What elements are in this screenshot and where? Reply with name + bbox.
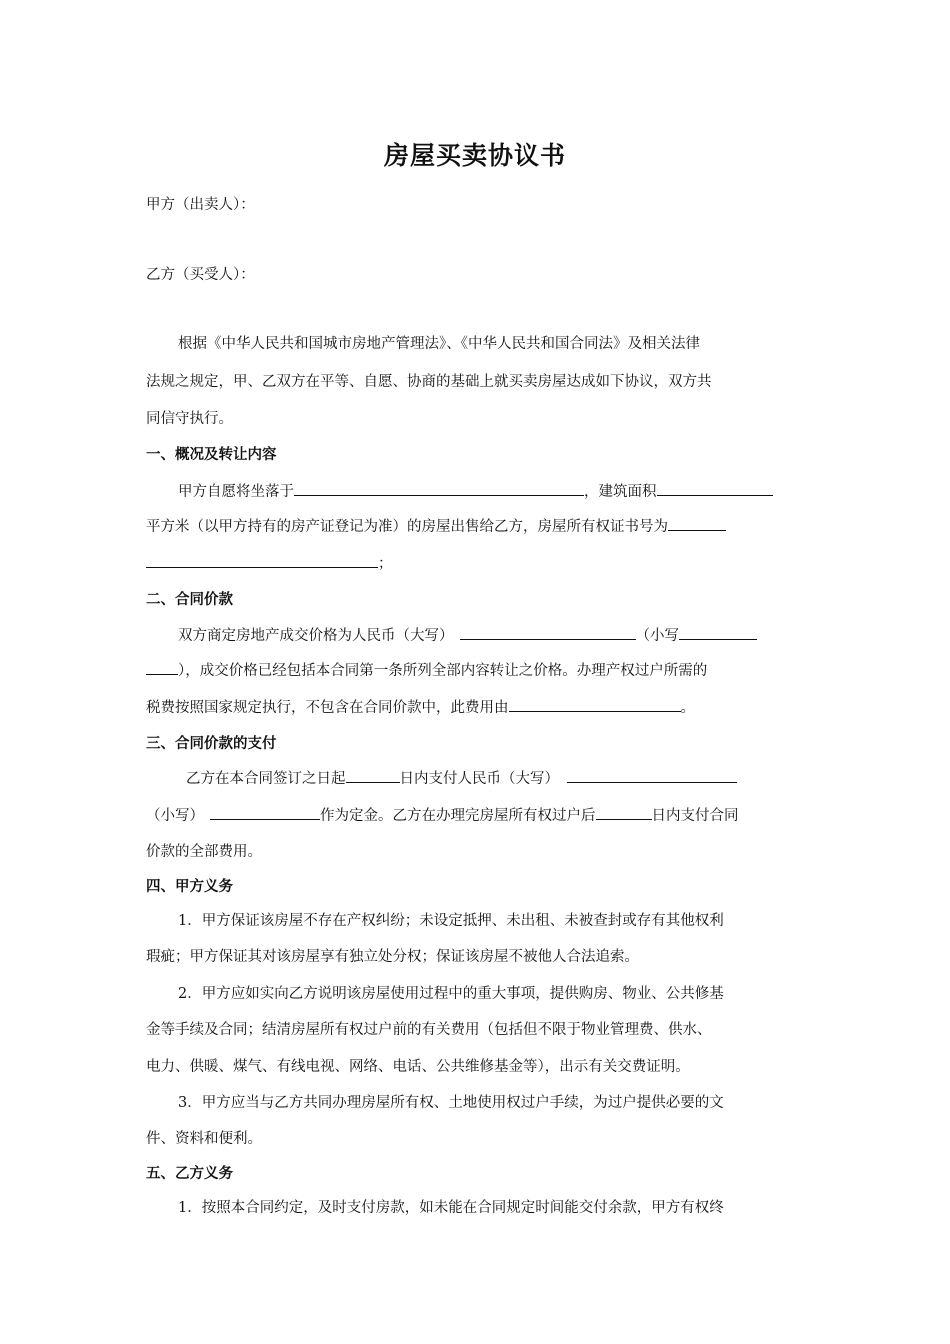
section-1-heading: 一、概况及转让内容 (146, 447, 277, 463)
intro-line-2: 法规之规定，甲、乙双方在平等、自愿、协商的基础上就买卖房屋达成如下协议，双方共 (146, 374, 712, 390)
s4-p2-line-3: 电力、供暖、煤气、有线电视、网络、电话、公共维修基金等），出示有关交费证明。 (146, 1059, 690, 1075)
section-1-line-1 (178, 480, 773, 502)
s4-p3-line-1: 3．甲方应当与乙方共同办理房屋所有权、土地使用权过户手续，为过户提供必要的文 (178, 1095, 724, 1111)
section-4-heading: 四、甲方义务 (146, 879, 233, 895)
s4-p3-line-2: 件、资料和便利。 (146, 1131, 262, 1147)
certificate-number-blank-a[interactable] (668, 515, 726, 531)
section-3-heading: 三、合同价款的支付 (146, 736, 277, 752)
s1-text-b: ，建筑面积 (584, 484, 657, 500)
s4-p1-line-2: 瑕疵；甲方保证其对该房屋享有独立处分权；保证该房屋不被他人合法追索。 (146, 949, 639, 965)
section-5-heading: 五、乙方义务 (146, 1166, 233, 1182)
s4-p2-line-1: 2．甲方应如实向乙方说明该房屋使用过程中的重大事项，提供购房、物业、公共修基 (178, 986, 724, 1002)
section-3-line-3: 价款的全部费用。 (146, 844, 262, 860)
deposit-days-blank[interactable] (346, 767, 400, 783)
section-2-line-1 (178, 624, 757, 646)
section-1-line-3 (146, 552, 393, 574)
s1-text-d: ； (378, 556, 393, 572)
s2-text-a: 双方商定房地产成交价格为人民币（大写） (178, 628, 454, 644)
party-b-label: 乙方（买受人）： (146, 267, 255, 283)
certificate-number-blank-b[interactable] (146, 552, 378, 568)
s2-text-e: 。 (680, 700, 695, 716)
intro-line-1: 根据《中华人民共和国城市房地产管理法》、《中华人民共和国合同法》及相关法律 (178, 336, 700, 352)
s3-text-e: 日内支付合同 (651, 808, 739, 824)
tax-payer-blank[interactable] (509, 696, 681, 712)
balance-days-blank[interactable] (596, 804, 652, 820)
document-title: 房屋买卖协议书 (383, 141, 566, 170)
s2-text-d: 税费按照国家规定执行，不包含在合同价款中，此费用由 (146, 700, 509, 716)
address-blank[interactable] (294, 480, 584, 496)
deposit-number-blank[interactable] (210, 804, 320, 820)
deposit-uppercase-blank[interactable] (567, 767, 737, 783)
s2-text-c: ），成交价格已经包括本合同第一条所列全部内容转让之价格。办理产权过户所需的 (178, 663, 708, 679)
s3-text-a: 乙方在本合同签订之日起 (186, 771, 346, 787)
area-blank[interactable] (657, 480, 773, 496)
s3-text-d: 作为定金。乙方在办理完房屋所有权过户后 (320, 808, 596, 824)
price-number-blank-a[interactable] (679, 624, 757, 640)
section-3-line-1 (186, 767, 737, 789)
s1-text-a: 甲方自愿将坐落于 (178, 484, 294, 500)
s4-p1-line-1: 1．甲方保证该房屋不存在产权纠纷；未设定抵押、未出租、未被查封或存有其他权利 (178, 913, 724, 929)
s3-text-c: （小写） (146, 808, 204, 824)
price-uppercase-blank[interactable] (460, 624, 636, 640)
s5-p1-line-1: 1．按照本合同约定，及时支付房款，如未能在合同规定时间能交付余款，甲方有权终 (178, 1200, 724, 1216)
intro-line-3: 同信守执行。 (146, 411, 233, 427)
section-3-line-2 (146, 804, 739, 826)
section-2-line-2 (146, 659, 707, 681)
section-2-line-3 (146, 696, 695, 718)
s3-text-b: 日内支付人民币（大写） (399, 771, 559, 787)
s4-p2-line-2: 金等手续及合同；结清房屋所有权过户前的有关费用（包括但不限于物业管理费、供水、 (146, 1022, 712, 1038)
s2-text-b: （小写 (635, 628, 679, 644)
section-2-heading: 二、合同价款 (146, 592, 233, 608)
party-a-label: 甲方（出卖人）： (146, 197, 255, 213)
section-1-line-2 (146, 515, 726, 537)
price-number-blank-b[interactable] (146, 659, 178, 675)
s1-text-c: 平方米（以甲方持有的房产证登记为准）的房屋出售给乙方，房屋所有权证书号为 (146, 519, 668, 535)
